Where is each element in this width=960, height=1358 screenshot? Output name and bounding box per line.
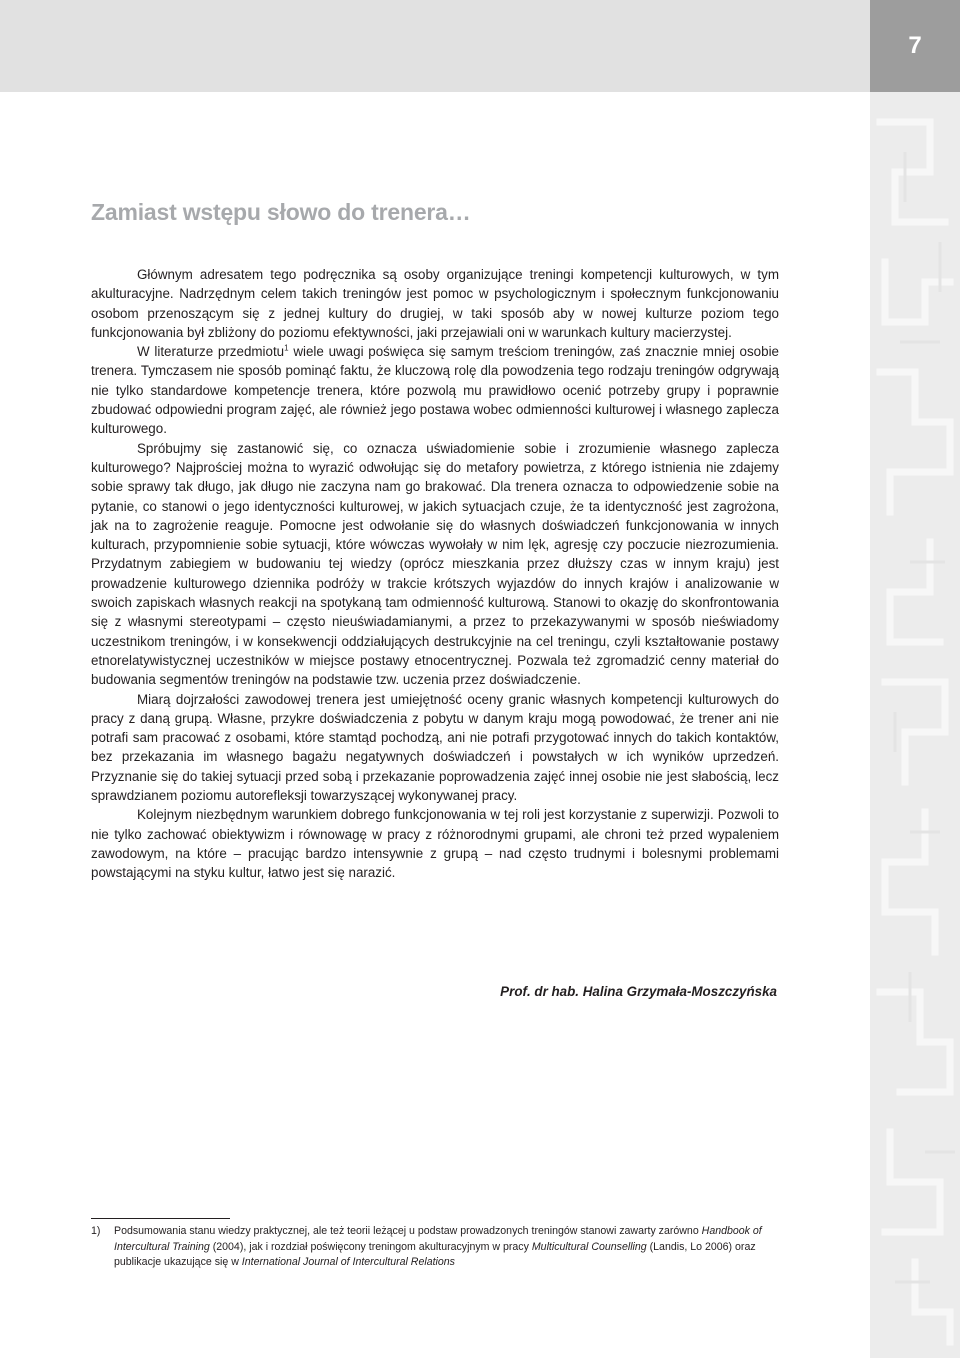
paragraph: Głównym adresatem tego podręcznika są osoby organizujące treningi kompetencji kulturowych, w tym akulturacyjne. Nadrzędnym celem takich treningów jest pomoc w psychologicznym i społecznym funkcjonowaniu osobom przenoszącym się z jednej kultury do drugiej, w taki sposób aby w nowej kulturze poziom tego funkcjonowania był zbliżony do poziomu efektywności, jaki przejawiali oni w warunkach kultury macierzystej. [91,267,779,340]
footnote-citation: International Journal of Intercultural Relations [241,1256,455,1268]
paragraph: Miarą dojrzałości zawodowej trenera jest umiejętność oceny granic własnych kompetencji kulturowych do pracy z daną grupą. Własne, przykre doświadczenia z pobytu w danym kraju mogą powodować, że trener ani nie potrafi sam pracować z osobami, które stamtąd pochodzą, ani nie potrafi przygotować innych do takich kontaktów, bez przekazania im własnego bagażu negatywnych doświadczeń i powstałych w ich wyników uprzedzeń. Przyznanie się do takiej sytuacji przed sobą i przekazanie poprowadzenia zajęć innej osobie nie jest słabością, lecz sprawdzianem poziomu autorefleksji towarzyszącej wykonywanej pracy. [91,691,779,804]
footnote-text-part: (Landis, Lo 2006) oraz publikacje ukazujące się w [114,1240,756,1268]
footnote-text [114,1224,781,1271]
paragraph-text: W literaturze przedmiotu [137,344,285,360]
author-signature: Prof. dr hab. Halina Grzymała-Moszczyńska [500,984,777,999]
paragraph: Spróbujmy się zastanowić się, co oznacza uświadomienie sobie i zrozumienie własnego zaplecza kulturowego? Najprościej można to wyrazić odwołując się do metafory powietrza, z którego istnienia nie zdajemy sobie sprawy tak długo, jak długo nie zaczyna nam go brakować. Dla trenera oznacza to odpowiedzenie sobie na pytanie, co stanowi o jego identyczności kulturowej, w jakich sytuacjach czuje, że ta identyczność jest zagrożona, jak na to zagrożenie reaguje. Pomocne jest odwołanie się do własnych doświadczeń funkcjonowania w innych kulturach, przypomnienie sobie sytuacji, które wówczas wywołały w nim lęk, agresję czy poczucie niezrozumienia. Przydatnym zabiegiem w budowaniu tej wiedzy (oprócz mieszkania przez dłuższy czas w innym kraju) jest prowadzenie kulturowego dziennika podróży w trakcie krótszych wyjazdów do innych krajów i analizowanie w swoich zapiskach własnych reakcji na spotykaną tam odmienność kulturową. Stanowi to okazję do skonfrontowania się z własnymi stereotypami – często nieuświadamianymi, a przez to przekazywanymi w sposób nieświadomy uczestnikom treningów, i w konsekwencji oddziałujących destrukcyjnie na cel treningu, czyli kształtowanie postawy etnorelatywistycznej uczestników w miejsce postawy etnocentrycznej. Pozwala też zgromadzić cenny materiał do budowania segmentów treningów na podstawie tzw. uczenia przez doświadczenie. [91,440,779,688]
footnote-citation: Multicultural Counselling [531,1240,647,1253]
decorative-side-strip [870,92,960,1358]
page-number-tab [870,0,960,92]
footnote-divider [91,1218,230,1219]
page-number: 7 [908,32,922,59]
maze-pattern-icon [870,92,960,1358]
footnote-text-part: Podsumowania stanu wiedzy praktycznej, ale też teorii leżącej u podstaw prowadzonych treningów stanowi zawarty zarówno [114,1225,702,1237]
paragraph: Kolejnym niezbędnym warunkiem dobrego funkcjonowania w tej roli jest korzystanie z superwizji. Pozwoli to nie tylko zachować obiektywizm i równowagę w pracy z różnorodnymi grupami, ale chroni też przed wypaleniem zawodowym, na które – pracując bardzo intensywnie z grupą – nad często trudnymi i bolesnymi problemami powstającymi na styku kultur, łatwo jest się narazić. [91,807,779,881]
footnote-reference: 1 [284,343,289,353]
footnote-label: 1) [91,1225,101,1237]
footnote [91,1224,781,1271]
header-bar [0,0,870,92]
page-title: Zamiast wstępu słowo do trenera… [91,199,471,225]
paragraph-text: wiele uwagi poświęca się samym treściom treningów, zaś znacznie mniej osobie trenera. Tymczasem nie sposób pominąć faktu, że kluczową rolę dla powodzenia tego rodzaju treningów odgrywają nie tylko standardowe kompetencje trenera, które pozwolą mu prawidłowo ocenić potrzeby grupy i poprawnie zbudować odpowiedni program zajęć, ale również jego postawa wobec odmienności kulturowej i własnego zaplecza kulturowego. [91,344,779,437]
paragraph [91,342,779,438]
footnote-text-part: (2004), jak i rozdział poświęcony treningom akulturacyjnym w pracy [209,1240,532,1253]
article-body [91,265,779,883]
footnote-citation: Handbook of Intercultural Training [114,1225,762,1253]
